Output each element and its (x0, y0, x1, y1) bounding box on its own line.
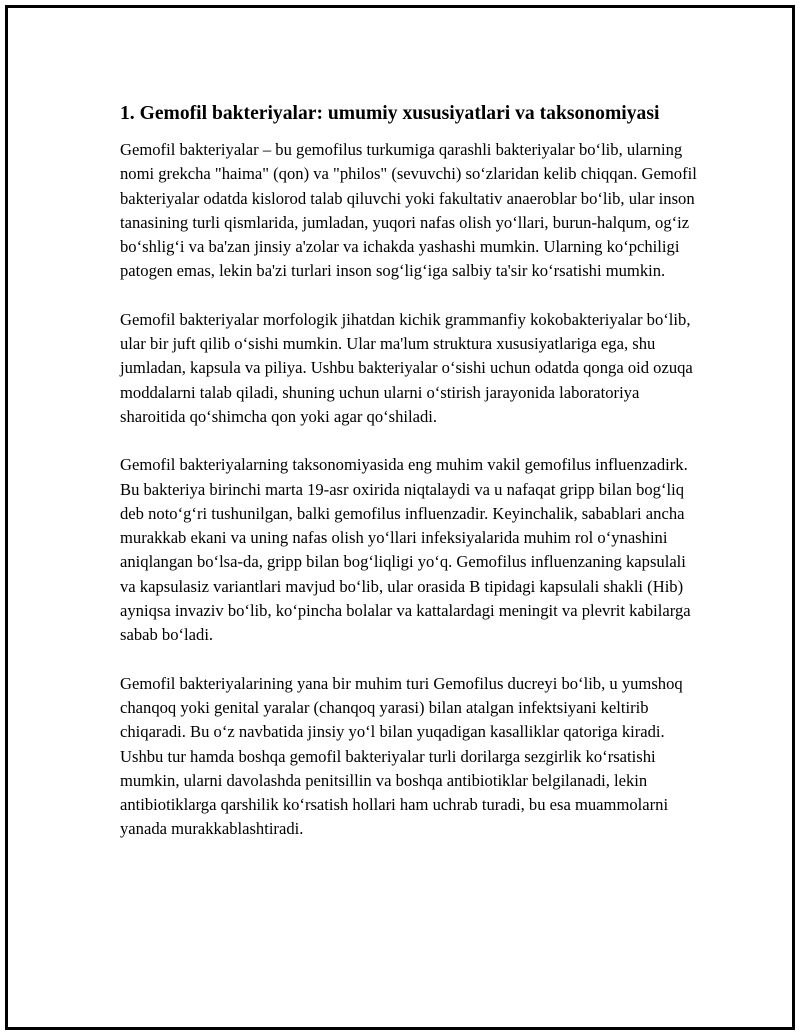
paragraph-4: Gemofil bakteriyalarining yana bir muhim turi Gemofilus ducreyi bo‘lib, u yumshoq chanqoq yoki genital yaralar (chanqoq yarasi) bilan atalgan infektsiyani keltirib chiqaradi. Bu o‘z navbatida jinsiy yo‘l bilan yuqadigan kasalliklar qatoriga kiradi. Ushbu tur hamda boshqa gemofil bakteriyalar turli dorilarga sezgirlik ko‘rsatishi mumkin, ularni davolashda penitsillin va boshqa antibiotiklar belgilanadi, lekin antibiotiklarga qarshilik ko‘rsatish hollari ham uchrab turadi, bu esa muammolarni yanada murakkablashtiradi. (120, 673, 683, 839)
page-frame (5, 5, 795, 1030)
document-body (120, 100, 700, 842)
page-title: 1. Gemofil bakteriyalar: umumiy xususiyatlari va taksonomiyasi (120, 103, 660, 124)
paragraph-3: Gemofil bakteriyalarning taksonomiyasida eng muhim vakil gemofilus influenzadirk. Bu bakteriya birinchi marta 19-asr oxirida niqtalaydi va u nafaqat gripp bilan bog‘liq deb noto‘g‘ri tushunilgan, balki gemofilus influenzadir. Keyinchalik, sabablari ancha murakkab ekani va uning nafas olish yo‘llari infeksiyalarida muhim rol o‘ynashini aniqlangan bo‘lsa-da, gripp bilan bog‘liqligi yo‘q. Gemofilus influenzaning kapsulali va kapsulasiz variantlari mavjud bo‘lib, ular orasida B tipidagi kapsulali shakli (Hib) ayniqsa invaziv bo‘lib, ko‘pincha bolalar va kattalardagi meningit va plevrit kabilarga sabab bo‘ladi. (120, 455, 691, 645)
paragraph-2: Gemofil bakteriyalar morfologik jihatdan kichik grammanfiy kokobakteriyalar bo‘lib, ular bir juft qilib o‘sishi mumkin. Ular ma'lum struktura xususiyatlariga ega, shu jumladan, kapsula va piliya. Ushbu bakteriyalar o‘sishi uchun odatda qonga oid ozuqa moddalarni talab qiladi, shuning uchun ularni o‘stirish jarayonida laboratoriya sharoitida qo‘shimcha qon yoki agar qo‘shiladi. (120, 309, 693, 426)
paragraph-1: Gemofil bakteriyalar – bu gemofilus turkumiga qarashli bakteriyalar bo‘lib, ularning nomi grekcha "haima" (qon) va "philos" (sevuvchi) so‘zlaridan kelib chiqqan. Gemofil bakteriyalar odatda kislorod talab qiluvchi yoki fakultativ anaeroblar bo‘lib, ular inson tanasining turli qismlarida, jumladan, yuqori nafas olish yo‘llari, burun-halqum, og‘iz bo‘shlig‘i va ba'zan jinsiy a'zolar va ichakda yashashi mumkin. Ularning ko‘pchiligi patogen emas, lekin ba'zi turlari inson sog‘lig‘iga salbiy ta'sir ko‘rsatishi mumkin. (120, 140, 697, 281)
